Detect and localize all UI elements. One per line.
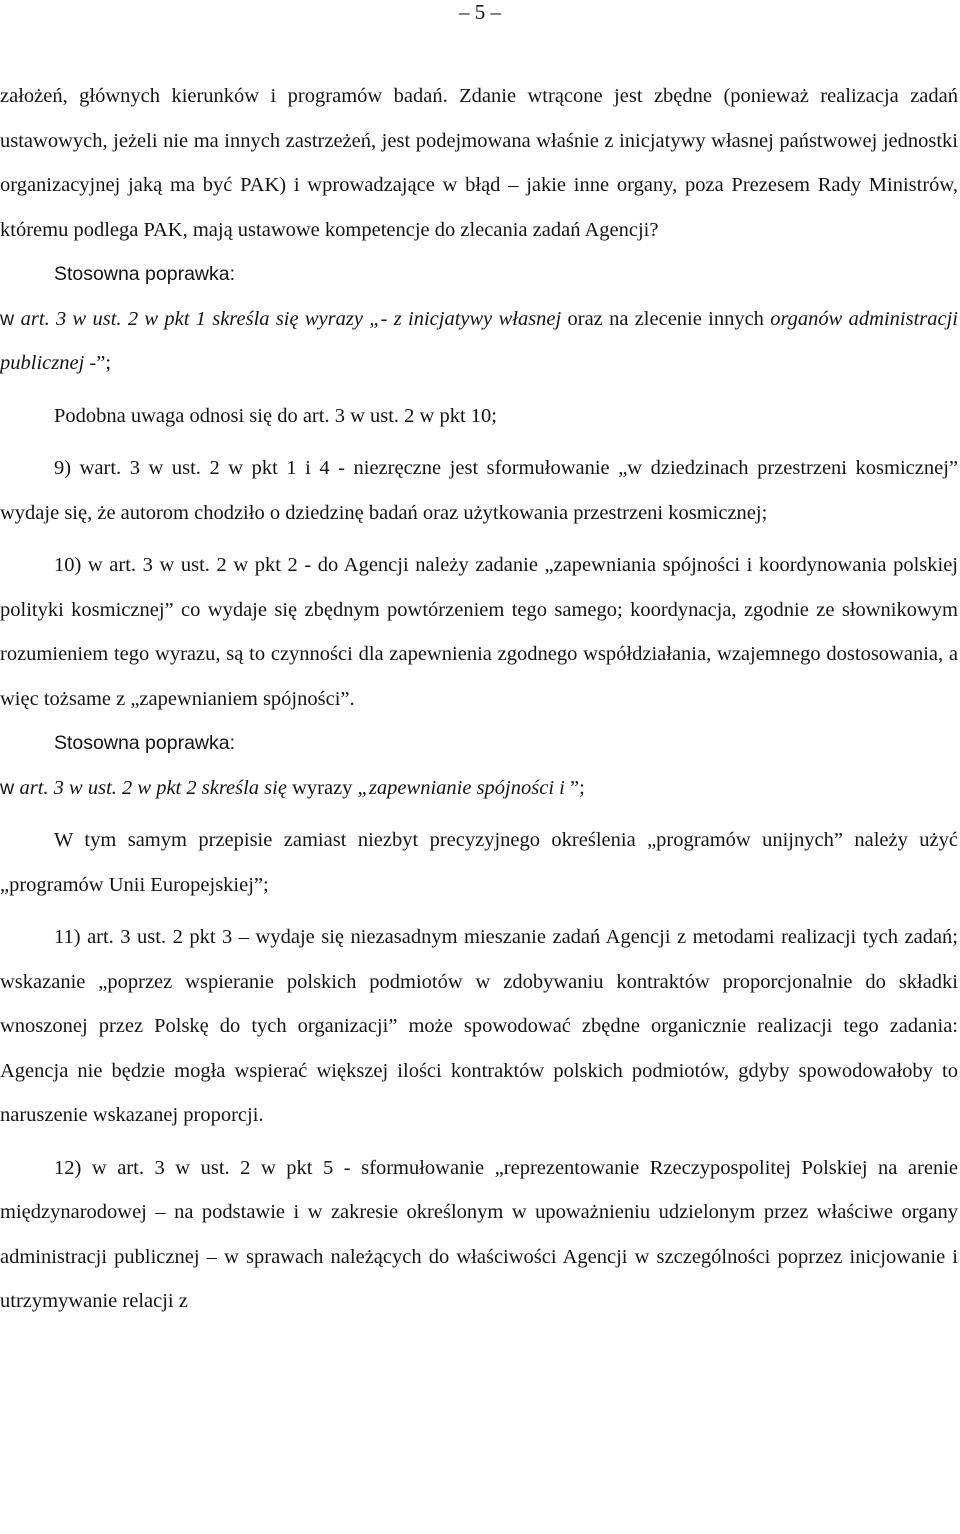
page-number: – 5 –: [459, 0, 501, 24]
amendment-end: ”;: [96, 352, 112, 374]
paragraph-item-9: 9) wart. 3 w ust. 2 w pkt 1 i 4 - niezręczne jest sformułowanie „w dziedzinach przestrzeni kosmicznej” wydaje się, że autorom chodziło o dziedzinę badań oraz użytkowania przestrzeni kosmicznej;: [0, 457, 958, 524]
amendment2-italic-2: „zapewnianie spójności i: [357, 776, 565, 799]
amendment-text: [0, 297, 958, 386]
amendment2-end: ”;: [564, 776, 585, 799]
paragraph-item-10: 10) w art. 3 w ust. 2 w pkt 2 - do Agencji należy zadanie „zapewniania spójności i koordynowania polskiej polityki kosmicznej” co wydaje się zbędnym powtórzeniem tego samego; koordynacja, zgodnie ze słownikowym rozumieniem tego wyrazu, są to czynności dla zapewnienia zgodnego współdziałania, wzajemnego dostosowania, a więc tożsame z „zapewnianiem spójności”.: [0, 554, 958, 710]
amendment2-italic-1: art. 3 w ust. 2 w pkt 2 skreśla się: [19, 776, 287, 799]
amendment-italic-2: organów administracji publicznej -: [0, 307, 958, 374]
paragraph-intro: założeń, głównych kierunków i programów badań. Zdanie wtrącone jest zbędne (ponieważ realizacja zadań ustawowych, jeżeli nie ma innych zastrzeżeń, jest podejmowana właśnie z inicjatywy własnej państwowej jednostki organizacyjnej jaką ma być PAK) i wprowadzające w błąd – jakie inne organy, poza Prezesem Rady Ministrów, któremu podlega PAK, mają ustawowe kompetencje do zlecania zadań Agencji?: [0, 85, 958, 241]
document-body: [0, 74, 958, 1324]
paragraph-item-12: 12) w art. 3 w ust. 2 w pkt 5 - sformułowanie „reprezentowanie Rzeczypospolitej Polskiej na arenie międzynarodowej – na podstawie i w zakresie określonym w upoważnieniu udzielonym przez właściwe organy administracji publicznej – w sprawach należących do właściwości Agencji w szczególności poprzez inicjowanie i utrzymywanie relacji z: [0, 1156, 958, 1312]
amendment-heading-2: Stosowna poprawka:: [54, 732, 236, 754]
amendment-heading: Stosowna poprawka:: [54, 263, 236, 285]
amendment-text-2: [0, 766, 958, 811]
paragraph-item-11: 11) art. 3 ust. 2 pkt 3 – wydaje się niezasadnym mieszanie zadań Agencji z metodami realizacji tych zadań; wskazanie „poprzez wspieranie polskich podmiotów w zdobywaniu kontraktów proporcjonalnie do składki wnoszonej przez Polskę do tych organizacji” może spowodować zbędne organicznie realizacji tego zadania: Agencja nie będzie mogła wspierać większej ilości kontraktów polskich podmiotów, gdyby spowodowałoby to naruszenie wskazanej proporcji.: [0, 926, 958, 1126]
amendment-italic-1: art. 3 w ust. 2 w pkt 1 skreśla się wyrazy „- z inicjatywy własnej: [20, 307, 562, 330]
amendment-prefix: w: [0, 307, 21, 330]
amendment-regular: oraz na zlecenie innych: [561, 307, 771, 330]
amendment2-regular: wyrazy: [286, 776, 358, 799]
amendment2-prefix: w: [0, 776, 20, 799]
paragraph-eu-programs: W tym samym przepisie zamiast niezbyt precyzyjnego określenia „programów unijnych” należy użyć „programów Unii Europejskiej”;: [0, 829, 958, 896]
paragraph-similar-note: Podobna uwaga odnosi się do art. 3 w ust. 2 w pkt 10;: [54, 404, 497, 427]
